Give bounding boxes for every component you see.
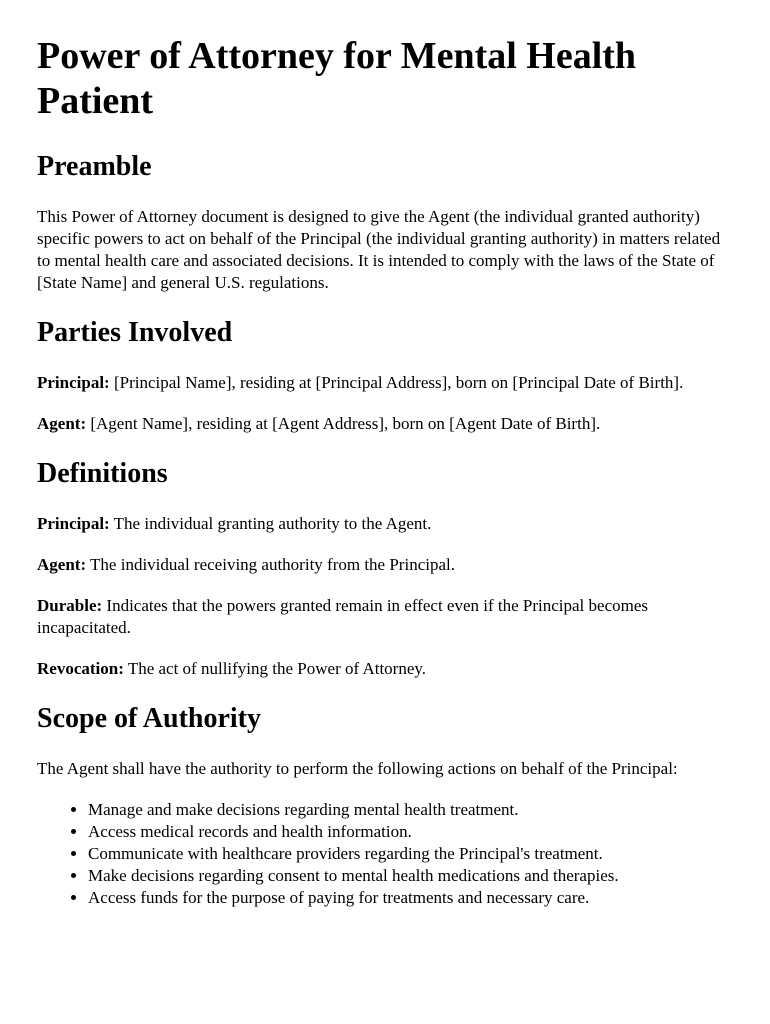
principal-party-paragraph: [37, 372, 734, 394]
parties-heading: Parties Involved: [37, 317, 233, 348]
list-item: • Access funds for the purpose of paying for treatments and necessary care.: [88, 887, 734, 909]
preamble-section: [37, 150, 734, 294]
definitions-section: [37, 457, 734, 680]
definition-item: [37, 513, 734, 535]
agent-party-label: Agent:: [37, 414, 87, 433]
scope-list: [37, 799, 734, 909]
scope-heading: Scope of Authority: [37, 703, 261, 734]
scope-intro: The Agent shall have the authority to perform the following actions on behalf of the Principal:: [37, 759, 678, 778]
definitions-heading: Definitions: [37, 458, 168, 489]
list-item: • Manage and make decisions regarding mental health treatment.: [88, 799, 734, 821]
definition-text: Indicates that the powers granted remain in effect even if the Principal becomes incapacitated.: [37, 596, 649, 637]
agent-party-text: [Agent Name], residing at [Agent Address], born on [Agent Date of Birth].: [86, 414, 601, 433]
document-title: Power of Attorney for Mental Health Patient: [37, 35, 637, 122]
scope-section: [37, 702, 734, 909]
preamble-heading: Preamble: [37, 151, 152, 182]
definition-text: The individual granting authority to the Agent.: [109, 514, 432, 533]
principal-party-text: [Principal Name], residing at [Principal Address], born on [Principal Date of Birth].: [109, 373, 684, 392]
definition-text: The individual receiving authority from the Principal.: [86, 555, 455, 574]
list-item: • Access medical records and health information.: [88, 821, 734, 843]
parties-section: [37, 316, 734, 435]
list-item: • Communicate with healthcare providers regarding the Principal's treatment.: [88, 843, 734, 865]
definition-item: [37, 595, 734, 639]
definition-text: The act of nullifying the Power of Attorney.: [123, 659, 427, 678]
definition-term: Revocation:: [37, 659, 124, 678]
definition-item: [37, 658, 734, 680]
definition-term: Durable:: [37, 596, 103, 615]
preamble-paragraph: This Power of Attorney document is designed to give the Agent (the individual granted authority) specific powers to act on behalf of the Principal (the individual granting authority) in matters related to mental health care and associated decisions. It is intended to comply with the laws of the State of [State Name] and general U.S. regulations.: [37, 207, 721, 292]
principal-party-label: Principal:: [37, 373, 110, 392]
agent-party-paragraph: [37, 413, 734, 435]
list-item: • Make decisions regarding consent to mental health medications and therapies.: [88, 865, 734, 887]
definition-term: Agent:: [37, 555, 87, 574]
definition-item: [37, 554, 734, 576]
definition-term: Principal:: [37, 514, 110, 533]
